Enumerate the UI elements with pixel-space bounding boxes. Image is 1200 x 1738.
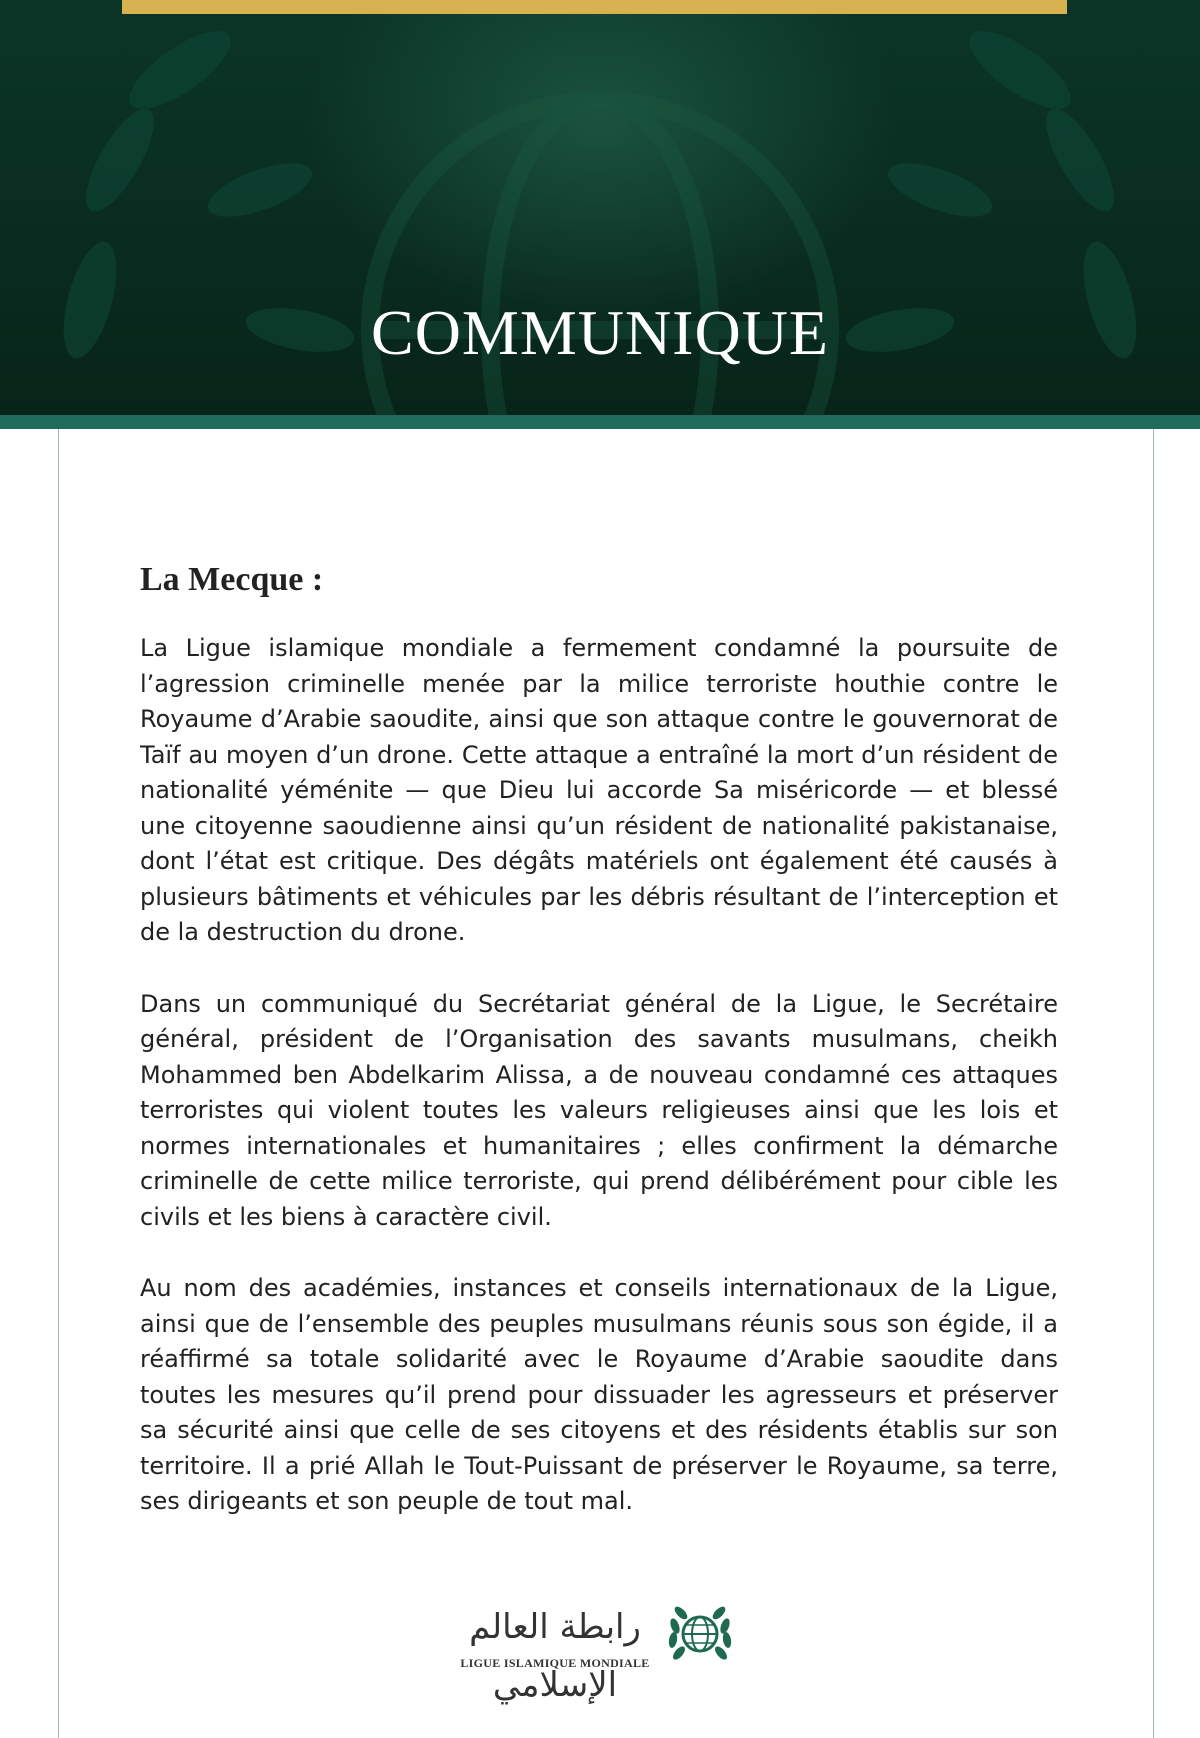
paragraph-2: Dans un communiqué du Secrétariat général de la Ligue, le Secrétaire général, président de l’Organisation des savants musulmans, cheikh Mohammed ben Abdelkarim Alissa, a de nouveau condamné ces attaques terroristes qui violent toutes les valeurs religieuses ainsi que les lois et normes internationales et humanitaires ; elles confirment la démarche criminelle de cette milice terroriste, qui prend délibérément pour cible les civils et les biens à caractère civil. [140,989,1058,1231]
frame-border-left [58,429,59,1738]
document-body [140,555,1058,1556]
page-title: COMMUNIQUE [371,297,829,368]
globe-laurel-emblem-icon [665,1598,735,1668]
logo-arabic-text: رابطة العالم الإسلامي [469,1607,641,1705]
header-stripe [0,415,1200,429]
header-banner [0,0,1200,415]
dateline-heading: La Mecque : [140,561,324,598]
mwl-logo [455,1598,745,1705]
paragraph-3: Au nom des académies, instances et conseils internationaux de la Ligue, ainsi que de l’ensemble des peuples musulmans réunis sous son égide, il a réaffirmé sa totale solidarité avec le Royaume d’Arabie saoudite dans toutes les mesures qu’il prend pour dissuader les agresseurs et préserver sa sécurité ainsi que celle de ses citoyens et des résidents établis sur son territoire. Il a prié Allah le Tout-Puissant de préserver le Royaume, sa terre, ses dirigeants et son peuple de tout mal. [140,1274,1058,1515]
frame-border-right [1153,429,1154,1738]
logo-latin-text: LIGUE ISLAMIQUE MONDIALE [460,1656,650,1670]
paragraph-1: La Ligue islamique mondiale a fermement condamné la poursuite de l’agression criminelle menée par la milice terroriste houthie contre le Royaume d’Arabie saoudite, ainsi que son attaque contre le gouvernorat de Taïf au moyen d’un drone. Cette attaque a entraîné la mort d’un résident de nationalité yéménite — que Dieu lui accorde Sa miséricorde — et blessé une citoyenne saoudienne ainsi qu’un résident de nationalité pakistanaise, dont l’état est critique. Des dégâts matériels ont également été causés à plusieurs bâtiments et véhicules par les débris résultant de l’interception et de la destruction du drone. [140,634,1058,946]
